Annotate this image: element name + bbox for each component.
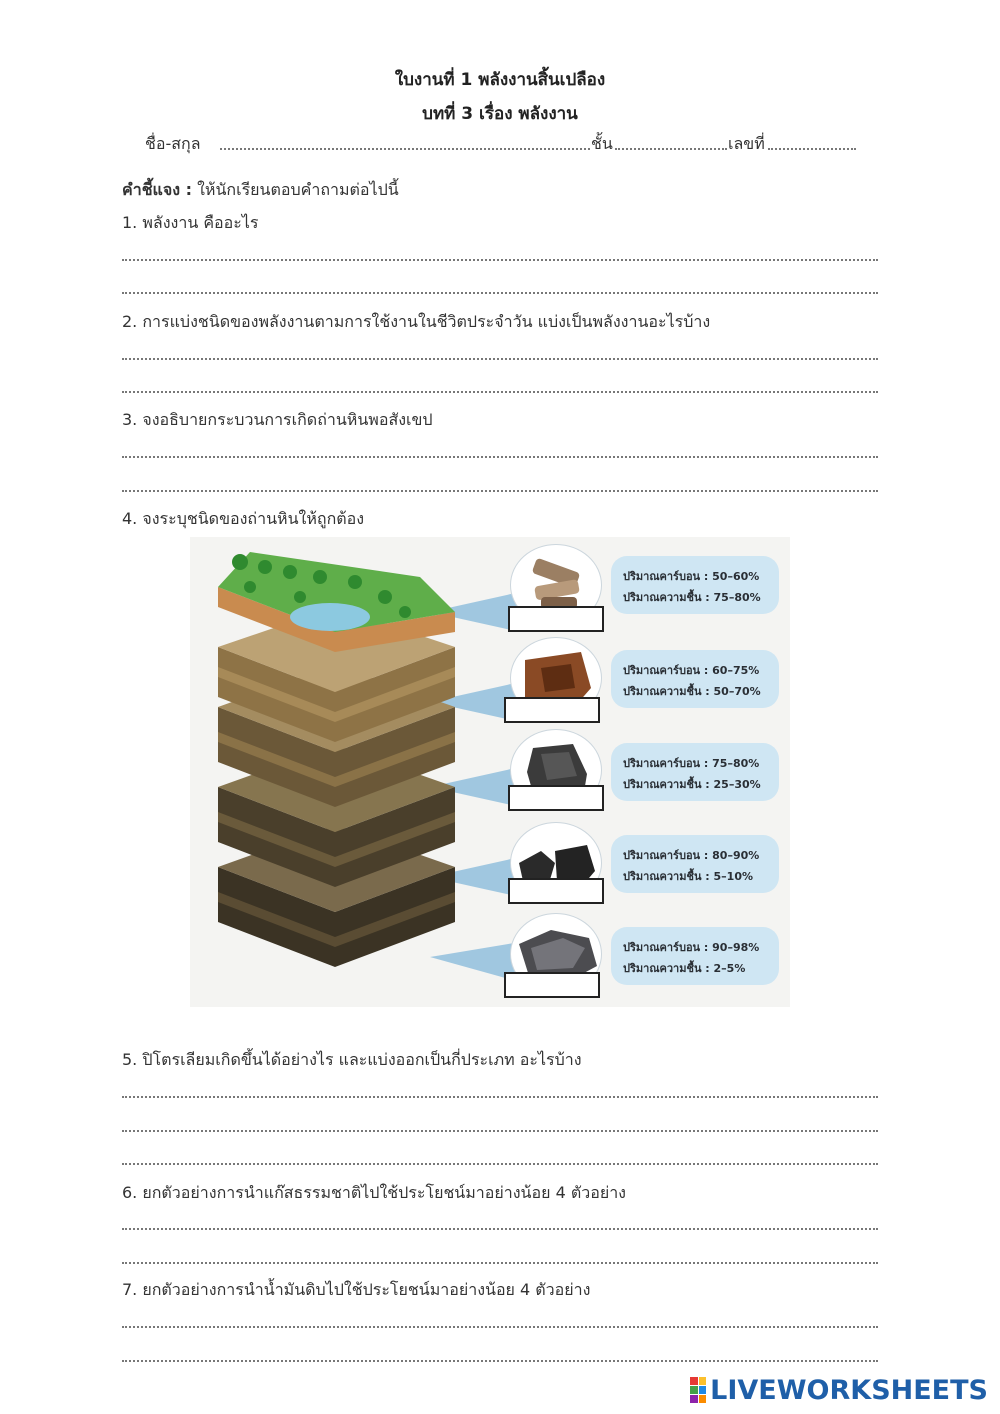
question-5: 5. ปิโตรเลียมเกิดขึ้นได้อย่างไร และแบ่งออกเป็นกี่ประเภท อะไรบ้าง <box>122 1050 582 1069</box>
answer-line[interactable] <box>122 1262 878 1264</box>
coal-info-3 <box>611 743 779 801</box>
liveworksheets-logo <box>690 1374 988 1406</box>
moisture-content: ปริมาณความชื้น : 75–80% <box>623 591 761 604</box>
class-field[interactable] <box>615 148 727 150</box>
number-label: เลขที่ <box>728 134 765 153</box>
answer-line[interactable] <box>122 259 878 261</box>
coal-type-answer-5[interactable] <box>504 972 600 998</box>
lesson-title: บทที่ 3 เรื่อง พลังงาน <box>422 104 578 124</box>
answer-line[interactable] <box>122 490 878 492</box>
coal-info-1 <box>611 556 779 614</box>
instructions <box>122 178 399 203</box>
answer-line[interactable] <box>122 1228 878 1230</box>
carbon-content: ปริมาณคาร์บอน : 90–98% <box>623 941 760 954</box>
class-label: ชั้น <box>591 134 613 153</box>
coal-info-5 <box>611 927 779 985</box>
carbon-content: ปริมาณคาร์บอน : 75–80% <box>623 757 760 770</box>
coal-type-answer-4[interactable] <box>508 878 604 904</box>
moisture-content: ปริมาณความชื้น : 2–5% <box>623 962 746 975</box>
question-1: 1. พลังงาน คืออะไร <box>122 213 259 232</box>
answer-line[interactable] <box>122 391 878 393</box>
name-field[interactable] <box>220 148 590 150</box>
answer-line[interactable] <box>122 456 878 458</box>
instructions-text: ให้นักเรียนตอบคำถามต่อไปนี้ <box>197 180 399 199</box>
question-3: 3. จงอธิบายกระบวนการเกิดถ่านหินพอสังเขป <box>122 410 433 429</box>
question-2: 2. การแบ่งชนิดของพลังงานตามการใช้งานในชีวิตประจำวัน แบ่งเป็นพลังงานอะไรบ้าง <box>122 312 711 331</box>
question-7: 7. ยกตัวอย่างการนำน้ำมันดิบไปใช้ประโยชน์มาอย่างน้อย 4 ตัวอย่าง <box>122 1280 591 1299</box>
coal-info-2 <box>611 650 779 708</box>
liveworksheets-icon <box>690 1377 706 1403</box>
answer-line[interactable] <box>122 1326 878 1328</box>
name-label: ชื่อ-สกุล <box>145 134 201 153</box>
answer-line[interactable] <box>122 292 878 294</box>
answer-line[interactable] <box>122 358 878 360</box>
moisture-content: ปริมาณความชื้น : 50–70% <box>623 685 761 698</box>
worksheet-title: ใบงานที่ 1 พลังงานสิ้นเปลือง <box>394 70 606 90</box>
answer-line[interactable] <box>122 1163 878 1165</box>
carbon-content: ปริมาณคาร์บอน : 80–90% <box>623 849 760 862</box>
moisture-content: ปริมาณความชื้น : 25–30% <box>623 778 761 791</box>
number-field[interactable] <box>768 148 856 150</box>
question-6: 6. ยกตัวอย่างการนำแก๊สธรรมชาติไปใช้ประโยชน์มาอย่างน้อย 4 ตัวอย่าง <box>122 1183 626 1202</box>
coal-type-answer-3[interactable] <box>508 785 604 811</box>
answer-line[interactable] <box>122 1360 878 1362</box>
coal-type-answer-2[interactable] <box>504 697 600 723</box>
brand-name: LIVEWORKSHEETS <box>710 1374 988 1406</box>
carbon-content: ปริมาณคาร์บอน : 60–75% <box>623 664 760 677</box>
instructions-label: คำชี้แจง : <box>122 180 193 199</box>
carbon-content: ปริมาณคาร์บอน : 50–60% <box>623 570 760 583</box>
coal-type-answer-1[interactable] <box>508 606 604 632</box>
answer-line[interactable] <box>122 1130 878 1132</box>
moisture-content: ปริมาณความชื้น : 5–10% <box>623 870 754 883</box>
answer-line[interactable] <box>122 1096 878 1098</box>
question-4: 4. จงระบุชนิดของถ่านหินให้ถูกต้อง <box>122 509 365 528</box>
coal-info-4 <box>611 835 779 893</box>
